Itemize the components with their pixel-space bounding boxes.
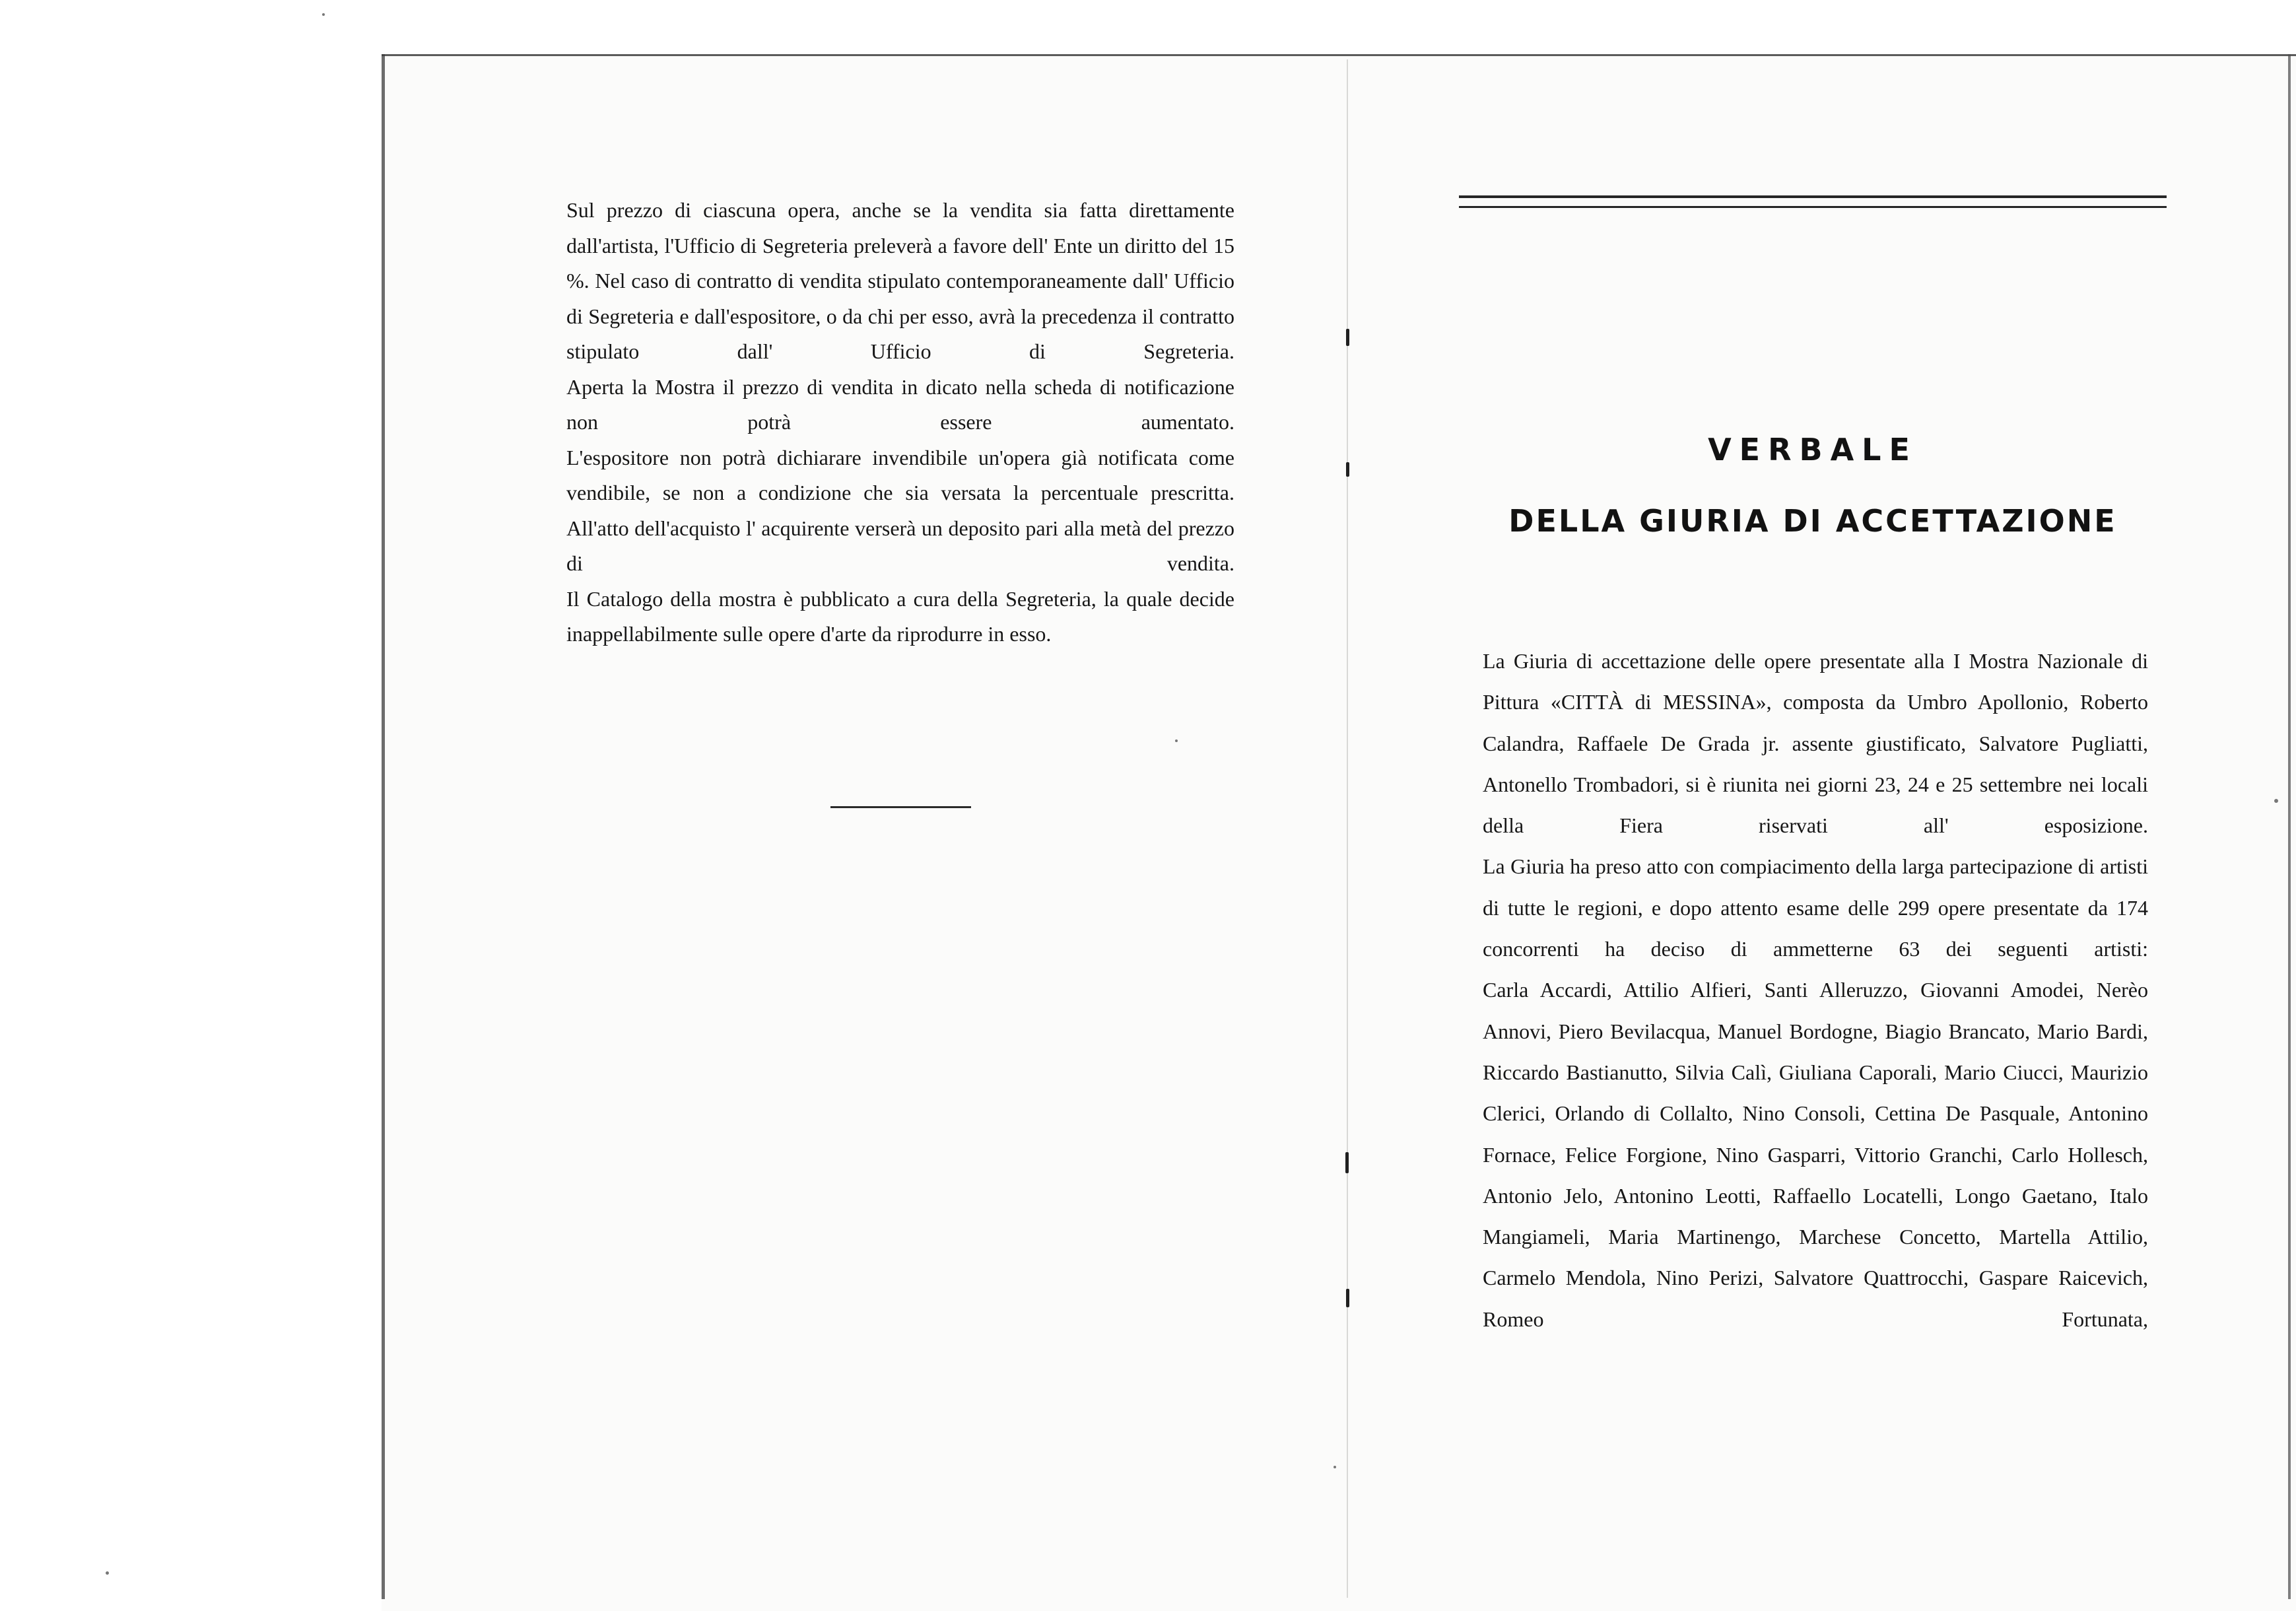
page-gutter — [1347, 59, 1348, 1598]
jury-decision-paragraph: La Giuria ha preso atto con compiacimento della larga partecipazione di artisti di tutte le regioni, e dopo attento esame delle 299 opere presentate da 174 concorrenti ha deciso di ammetterne 63 dei seguenti artisti: — [1483, 854, 2148, 961]
scan-speck — [106, 1571, 109, 1575]
right-page-edge — [2288, 54, 2291, 1599]
header-rule-bottom — [1459, 206, 2167, 208]
purchase-deposit-paragraph: All'atto dell'acquisto l' acquirente verserà un deposito pari alla metà del prezzo di vendita. — [566, 516, 1234, 575]
scan-speck — [1334, 1466, 1336, 1468]
end-rule — [830, 806, 971, 808]
gutter-mark — [1346, 329, 1349, 346]
admitted-artists-list: Carla Accardi, Attilio Alfieri, Santi Alleruzzo, Giovanni Amodei, Nerèo Annovi, Piero Bevilacqua, Manuel Bordogne, Biagio Brancato, Mario Bardi, Riccardo Bastianutto, Silvia Calì, Giuliana Caporali, Mario Ciucci, Maurizio Clerici, Orlando di Collalto, Nino Consoli, Cettina De Pasquale, Antonino Fornace, Felice Forgione, Nino Gasparri, Vittorio Granchi, Carlo Hollesch, Antonio Jelo, Antonino Leotti, Raffaello Locatelli, Longo Gaetano, Italo Mangiameli, Maria Martinengo, Marchese Concetto, Martella Attilio, Carmelo Mendola, Nino Perizi, Salvatore Quattrocchi, Gaspare Raicevich, Romeo Fortunata, — [1483, 978, 2148, 1331]
left-page-text — [566, 193, 1234, 652]
left-page-edge — [382, 54, 385, 1599]
title-giuria: DELLA GIURIA DI ACCETTAZIONE — [1508, 503, 2117, 539]
scan-speck — [322, 13, 325, 16]
jury-composition-paragraph: La Giuria di accettazione delle opere presentate alla I Mostra Nazionale di Pittura «CITTÀ di MESSINA», composta da Umbro Apollonio, Roberto Calandra, Raffaele De Grada jr. assente giustificato, Salvatore Pugliatti, Antonello Trombadori, si è riunita nei giorni 23, 24 e 25 settembre nei locali della Fiera riservati all' esposizione. — [1483, 649, 2148, 838]
right-page-text — [1483, 640, 2148, 1340]
scan-speck — [2274, 799, 2278, 803]
catalogue-paragraph: Il Catalogo della mostra è pubblicato a cura della Segreteria, la quale decide inappellabilmente sulle opere d'arte da riprodurre in esso. — [566, 586, 1234, 646]
header-rule-top — [1459, 195, 2167, 198]
sale-commission-paragraph: Sul prezzo di ciascuna opera, anche se la vendita sia fatta direttamente dall'artista, l'Ufficio di Segreteria preleverà a favore dell' Ente un diritto del 15 %. Nel caso di contratto di vendita stipulato contemporaneamente dall' Ufficio di Segreteria e dall'espositore, o da chi per esso, avrà la precedenza il contratto stipulato dall' Ufficio di Segreteria. — [566, 198, 1234, 363]
unsellable-work-paragraph: L'espositore non potrà dichiarare invendibile un'opera già notificata come vendibile, se non a condizione che sia versata la percentuale prescritta. — [566, 445, 1234, 504]
gutter-mark — [1345, 1152, 1349, 1173]
scan-speck — [1175, 739, 1178, 742]
gutter-mark — [1346, 462, 1349, 477]
title-verbale: VERBALE — [1708, 432, 1918, 467]
gutter-mark — [1346, 1289, 1349, 1307]
price-increase-paragraph: Aperta la Mostra il prezzo di vendita in dicato nella scheda di notificazione non potrà essere aumentato. — [566, 374, 1234, 434]
